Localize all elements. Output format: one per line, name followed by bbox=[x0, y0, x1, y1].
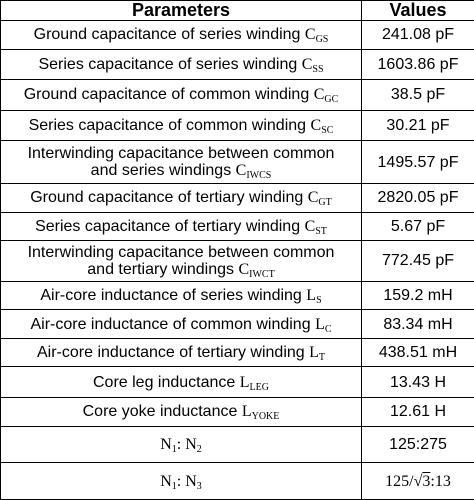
table-row bbox=[1, 367, 474, 398]
value-cell: 241.08 pF bbox=[362, 21, 474, 50]
table-row bbox=[1, 241, 474, 282]
param-cell: Air-core inductance of tertiary winding $L_T$ bbox=[1, 338, 362, 367]
value-cell: 83.34 mH bbox=[362, 310, 474, 339]
value-cell: 438.51 mH bbox=[362, 338, 474, 367]
param-cell: Core yoke inductance $L_{YOKE}$ bbox=[1, 398, 362, 427]
param-cell: Ground capacitance of series winding $C_{GS}$ bbox=[1, 21, 362, 50]
header-parameters: Parameters bbox=[1, 1, 362, 21]
param-cell: Air-core inductance of series winding $L_S$ bbox=[1, 281, 362, 310]
param-cell: Series capacitance of tertiary winding $C_{ST}$ bbox=[1, 212, 362, 241]
param-cell: Ground capacitance of common winding $C_{GC}$ bbox=[1, 80, 362, 111]
value-cell: 5.67 pF bbox=[362, 212, 474, 241]
param-cell: $N_1$: $N_2$ bbox=[1, 426, 362, 463]
value-cell: 13.43 H bbox=[362, 367, 474, 398]
value-cell: 2820.05 pF bbox=[362, 184, 474, 213]
param-cell: Air-core inductance of common winding $L_C$ bbox=[1, 310, 362, 339]
table-row bbox=[1, 426, 474, 463]
table-row bbox=[1, 80, 474, 111]
value-cell: 1603.86 pF bbox=[362, 49, 474, 80]
header-row bbox=[1, 1, 474, 21]
value-cell bbox=[362, 463, 474, 500]
param-cell: Series capacitance of series winding $C_{SS}$ bbox=[1, 49, 362, 80]
value-cell: 12.61 H bbox=[362, 398, 474, 427]
table-row bbox=[1, 184, 474, 213]
value-cell: 30.21 pF bbox=[362, 110, 474, 141]
param-cell: Interwinding capacitance between common and tertiary windings $C_{IWCT}$ bbox=[1, 241, 362, 282]
param-cell: Interwinding capacitance between common and series windings $C_{IWCS}$ bbox=[1, 141, 362, 184]
param-cell: $N_1$: $N_3$ bbox=[1, 463, 362, 500]
table-row bbox=[1, 398, 474, 427]
param-cell: Series capacitance of common winding $C_{SC}$ bbox=[1, 110, 362, 141]
ratio-value: 125/√3:13 bbox=[385, 472, 451, 490]
table-row bbox=[1, 110, 474, 141]
value-cell: 38.5 pF bbox=[362, 80, 474, 111]
table-row bbox=[1, 338, 474, 367]
param-cell: Core leg inductance $L_{LEG}$ bbox=[1, 367, 362, 398]
table-row bbox=[1, 281, 474, 310]
table-row bbox=[1, 310, 474, 339]
value-cell: 125:275 bbox=[362, 426, 474, 463]
table-row bbox=[1, 49, 474, 80]
value-cell: 772.45 pF bbox=[362, 241, 474, 282]
header-values: Values bbox=[362, 1, 474, 21]
value-cell: 159.2 mH bbox=[362, 281, 474, 310]
table-row bbox=[1, 141, 474, 184]
table-row bbox=[1, 21, 474, 50]
table-row bbox=[1, 463, 474, 500]
param-cell: Ground capacitance of tertiary winding $C_{GT}$ bbox=[1, 184, 362, 213]
value-cell: 1495.57 pF bbox=[362, 141, 474, 184]
table-row bbox=[1, 212, 474, 241]
